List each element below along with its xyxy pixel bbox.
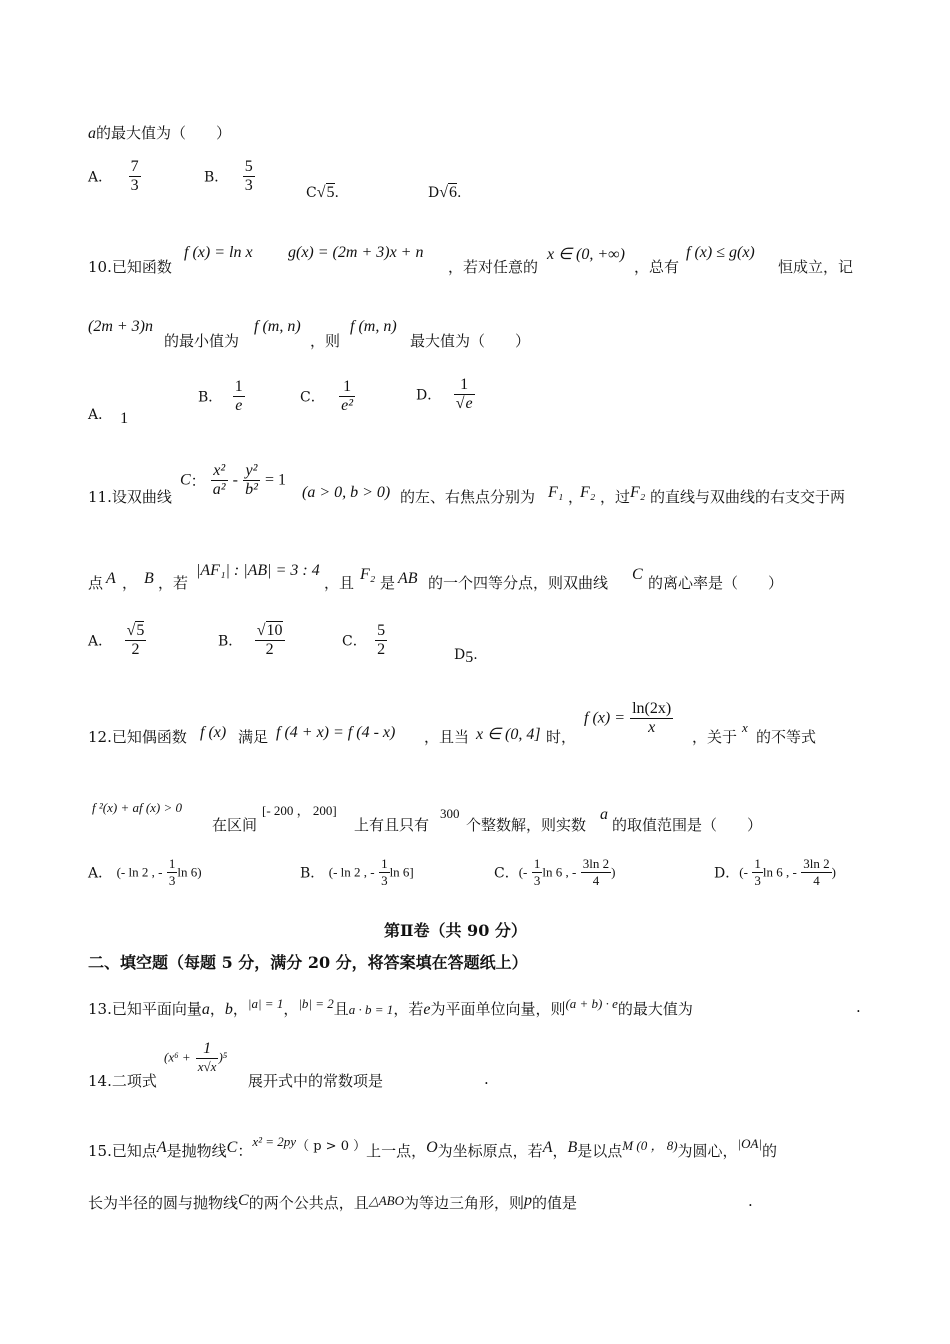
denominator: 3 (244, 177, 253, 194)
text: 的 (762, 1142, 778, 1160)
q12-line1 (88, 726, 187, 747)
part2-title: 第Ⅱ卷（共 90 分） (384, 921, 527, 940)
norm-a: |a| = 1 (247, 996, 284, 1011)
text: 为等边三角形，则 (403, 1194, 524, 1212)
fraction (581, 856, 611, 889)
denominator: 2 (377, 641, 386, 658)
q10-text3: ，总有 (634, 258, 680, 276)
q12-count: 300 (440, 806, 460, 821)
denominator: e² (341, 397, 354, 414)
q11-option-c (342, 622, 387, 659)
point-a: A (542, 1139, 553, 1156)
fraction (196, 1040, 219, 1075)
text: 已知函数 (111, 258, 172, 276)
radicand: 5 (136, 622, 145, 639)
period: . (457, 185, 462, 201)
option-label: C (306, 185, 317, 201)
q12-option-d (714, 856, 836, 889)
origin: O (426, 1139, 438, 1156)
fraction (255, 622, 285, 659)
expression: (a + b) · e (565, 996, 618, 1011)
q11-text5: 点 (88, 574, 104, 592)
fraction (129, 158, 141, 195)
q11-cond: (a > 0, b > 0) (302, 484, 391, 501)
sqrt-sign: √ (256, 622, 266, 639)
q10-text5: 的最小值为 (164, 332, 240, 350)
text: 且 (333, 1000, 349, 1018)
option-label: C． (494, 865, 519, 882)
q10-text6: ，则 (310, 332, 341, 350)
right-part: ln 6] (389, 864, 414, 880)
q14-text2: 展开式中的常数项是 (248, 1072, 384, 1090)
numerator: 1 (381, 856, 388, 871)
text: 的值是 (532, 1194, 578, 1212)
q12-domain: x ∈ (0, 4] (476, 726, 541, 743)
text: 的两个公共点，且 (248, 1194, 369, 1212)
sqrt-sign: √ (316, 184, 326, 201)
fraction-y (243, 462, 260, 499)
q12-interval: [- 200 ， 200] (262, 803, 337, 818)
comma: ， (232, 1000, 248, 1018)
comma: ， (552, 1142, 568, 1160)
text: 二项式 (111, 1072, 157, 1090)
q11-text6: ，若 (158, 574, 189, 592)
option-label: D． (714, 865, 740, 882)
q9-stem (88, 122, 231, 143)
radicand: 10 (266, 622, 283, 639)
question-number: 13. (88, 1000, 112, 1018)
norm-b: |b| = 2 (298, 996, 334, 1011)
denominator: 3 (168, 873, 176, 888)
parameter-p: p (524, 1192, 532, 1209)
q11-option-a (88, 622, 146, 659)
fraction (454, 376, 475, 413)
option-label: D． (416, 387, 442, 404)
q11-text10: 的离心率是（ ） (648, 574, 784, 592)
denominator: 4 (581, 872, 611, 889)
q12-text4: 时， (546, 728, 577, 746)
radicand: 5 (326, 184, 335, 201)
q11-F1: F₁ (548, 484, 564, 501)
q11-option-d (454, 646, 478, 664)
left-part: (- ln 2 , - (116, 864, 163, 880)
fraction (375, 622, 387, 659)
q9-var: a (88, 125, 96, 142)
q10-fmn: f (m, n) (254, 318, 301, 335)
option-label: D (454, 647, 466, 663)
q11-B: B (144, 570, 154, 587)
text: 是抛物线 (166, 1142, 227, 1160)
q11-F2: F₂ (580, 484, 596, 501)
question-number: 12. (88, 728, 112, 746)
text: 上一点， (366, 1142, 427, 1160)
option-label: B． (204, 169, 229, 186)
text: 为平面单位向量，则 (430, 1000, 566, 1018)
denominator: 2 (255, 640, 285, 659)
q12-a: a (600, 806, 608, 823)
fraction (379, 856, 390, 889)
numerator: 3ln 2 (582, 856, 610, 871)
q15-end: . (748, 1192, 753, 1210)
q10-domain: x ∈ (0, +∞) (547, 246, 625, 263)
numerator: 1 (754, 856, 761, 871)
option-label: B． (198, 389, 223, 406)
q12-text10: 的取值范围是（ ） (612, 816, 763, 834)
denominator: 2 (125, 640, 147, 659)
fraction (243, 158, 255, 195)
text: 为坐标原点，若 (437, 1142, 543, 1160)
condition: （ p > 0 ） (296, 1139, 367, 1154)
numerator (255, 622, 285, 640)
option-label: A． (88, 407, 113, 423)
option-label: B． (218, 633, 243, 650)
question-number: 14. (88, 1072, 112, 1090)
comma: ， (209, 1000, 225, 1018)
right-part: ln 6) (177, 864, 202, 880)
minus: - (232, 471, 238, 489)
numerator: 5 (244, 158, 253, 175)
q11-option-b (218, 622, 285, 659)
binomial-close: )⁵ (218, 1049, 228, 1065)
question-number: 11. (88, 488, 112, 506)
sqrt-sign: √ (455, 395, 465, 412)
fraction (532, 856, 543, 889)
q12-option-a (88, 856, 202, 889)
text: 已知平面向量 (111, 1000, 202, 1018)
numerator: 1 (203, 1040, 212, 1057)
q11-text2: 的左、右焦点分别为 (400, 488, 536, 506)
q13-end: . (856, 998, 861, 1016)
curve-name: C (180, 471, 191, 489)
numerator: 1 (343, 378, 352, 395)
fraction (752, 856, 763, 889)
q9-option-b (204, 158, 255, 195)
parabola-equation: x² = 2py (252, 1134, 297, 1149)
left-part: (- (739, 864, 748, 880)
numerator: x² (213, 462, 226, 479)
text: 为圆心， (677, 1142, 738, 1160)
radius-length: |OA| (737, 1136, 763, 1151)
q11-text4: 的直线与双曲线的右支交于两 (650, 488, 846, 506)
vector-a: a (201, 1001, 210, 1018)
q15-line1 (88, 1134, 778, 1161)
q15-line2 (88, 1192, 577, 1213)
lhs: f (x) = (584, 709, 625, 727)
left-part: (- (518, 864, 528, 880)
q10-line1 (88, 256, 172, 277)
center-point: M (0 ， 8) (622, 1138, 678, 1153)
curve-name: C (238, 1192, 249, 1209)
q11-text7: ，且 (324, 574, 355, 592)
option-label: C． (300, 389, 325, 406)
numerator: ln(2x) (632, 700, 672, 717)
value: 5 (465, 649, 474, 666)
q11-equation (180, 462, 286, 499)
q10-g: g(x) = (2m + 3)x + n (288, 244, 424, 261)
q10-f: f (x) = ln x (184, 244, 253, 261)
numerator: 7 (130, 158, 139, 175)
sqrt-sign: √ (126, 622, 136, 639)
q12-text9: 个整数解，则实数 (466, 816, 587, 834)
vector-e: e (423, 1001, 431, 1018)
option-label: A． (88, 865, 113, 882)
q11-text3: ，过 (600, 488, 631, 506)
text: 是以点 (577, 1142, 623, 1160)
colon: ： (237, 1142, 253, 1160)
text: 的最大值为 (617, 1000, 693, 1018)
q12-symmetry: f (4 + x) = f (4 - x) (276, 724, 396, 741)
numerator: y² (245, 462, 258, 479)
denominator (454, 394, 475, 413)
q12-text6: 的不等式 (756, 728, 817, 746)
numerator: 5 (377, 622, 386, 639)
denominator: a² (212, 481, 226, 498)
sqrt-sign: √ (439, 184, 449, 201)
denominator: e (233, 396, 245, 415)
section-heading: 二、填空题（每题 5 分，满分 20 分，将答案填在答题纸上） (88, 953, 528, 972)
denominator: 3 (754, 873, 761, 888)
fraction (801, 856, 831, 889)
fraction (339, 378, 355, 415)
q10-fmn2: f (m, n) (350, 318, 397, 335)
text: 已知偶函数 (111, 728, 187, 746)
denominator: x√x (197, 1059, 217, 1074)
option-label: D (428, 185, 440, 201)
curve-name: C (226, 1139, 238, 1156)
q11-line1 (88, 486, 172, 507)
dot-product: a · b = 1 (348, 1002, 394, 1017)
q13-line (88, 998, 693, 1019)
q10-option-a (88, 404, 129, 427)
numerator: 3ln 2 (803, 856, 830, 871)
q11-comma: ， (568, 488, 584, 506)
triangle: △ABO (368, 1193, 404, 1208)
denominator: b² (245, 481, 258, 498)
binomial-open: (x⁶ + (164, 1049, 191, 1065)
fraction (233, 378, 245, 415)
numerator (125, 622, 147, 640)
q10-option-c (300, 378, 355, 415)
q12-text8: 上有且只有 (354, 816, 430, 834)
q10-text2: ，若对任意的 (448, 258, 539, 276)
text: 设双曲线 (111, 488, 172, 506)
text: 长为半径的圆与抛物线 (88, 1194, 239, 1212)
option-label: C． (342, 633, 367, 650)
q12-text7: 在区间 (212, 816, 258, 834)
numerator: 1 (460, 376, 469, 393)
q11-A: A (106, 570, 116, 587)
right-part: ) (831, 864, 836, 880)
q12-x: x (742, 720, 748, 735)
q12-text2: 满足 (238, 728, 269, 746)
q14-binomial (164, 1040, 227, 1075)
vector-b: b (224, 1001, 233, 1018)
q10-inequality: f (x) ≤ g(x) (686, 244, 755, 261)
q9-text: 的最大值为（ ） (96, 124, 232, 142)
right-part: ) (611, 864, 616, 880)
q9-option-d (428, 184, 461, 202)
q11-text8: 是 (380, 574, 396, 592)
period: . (473, 647, 478, 663)
denominator: 4 (801, 872, 831, 889)
comma: ， (283, 1000, 299, 1018)
denominator: 3 (381, 873, 388, 888)
q11-comma2: ， (122, 574, 138, 592)
q11-ratio: |AF₁| : |AB| = 3 : 4 (196, 562, 320, 579)
text: ，若 (393, 1000, 424, 1018)
point-b: B (567, 1139, 578, 1156)
question-number: 15. (88, 1142, 112, 1160)
option-label: A． (88, 169, 113, 186)
q10-option-d (416, 376, 475, 413)
numerator: 1 (533, 856, 541, 871)
text: 已知点 (111, 1142, 157, 1160)
question-number: 10. (88, 258, 112, 276)
denominator: 3 (130, 177, 139, 194)
value: 1 (120, 410, 129, 427)
q12-option-c (494, 856, 615, 889)
option-label: B． (300, 865, 325, 882)
denominator: 3 (533, 873, 541, 888)
fraction (630, 700, 673, 737)
q11-text9: 的一个四等分点，则双曲线 (428, 574, 609, 592)
q10-text4: 恒成立，记 (778, 258, 854, 276)
numerator: 1 (168, 856, 176, 871)
q11-F2b: F₂ (630, 484, 646, 501)
fraction (167, 856, 178, 889)
left-part: (- ln 2 , - (328, 864, 375, 880)
colon: ： (190, 472, 206, 490)
denominator: x (630, 718, 673, 737)
middle-part: ln 6 , - (542, 864, 577, 880)
q12-fx: f (x) (200, 724, 227, 741)
q12-inequality: f ²(x) + af (x) > 0 (92, 800, 183, 815)
radicand: e (465, 395, 473, 412)
q9-option-a (88, 158, 141, 195)
fraction-x (211, 462, 228, 499)
numerator: 1 (234, 378, 243, 395)
period: . (334, 185, 339, 201)
middle-part: ln 6 , - (762, 864, 797, 880)
q12-option-b (300, 856, 414, 889)
point-a: A (156, 1139, 167, 1156)
radicand: 6 (449, 184, 458, 201)
q12-text5: ，关于 (692, 728, 738, 746)
equals: = 1 (264, 471, 287, 489)
q14-label (88, 1070, 157, 1091)
option-label: A． (88, 633, 113, 650)
q12-definition (584, 700, 673, 737)
q10-text7: 最大值为（ ） (410, 332, 531, 350)
q11-AB: AB (398, 570, 418, 587)
q11-C2: C (632, 566, 643, 583)
fraction (125, 622, 147, 659)
q14-end: . (484, 1070, 489, 1088)
q11-F2c: F₂ (360, 566, 376, 583)
q10-option-b (198, 378, 245, 415)
q12-text3: ，且当 (424, 728, 470, 746)
q9-option-c (306, 184, 339, 202)
q10-expr: (2m + 3)n (88, 318, 154, 335)
